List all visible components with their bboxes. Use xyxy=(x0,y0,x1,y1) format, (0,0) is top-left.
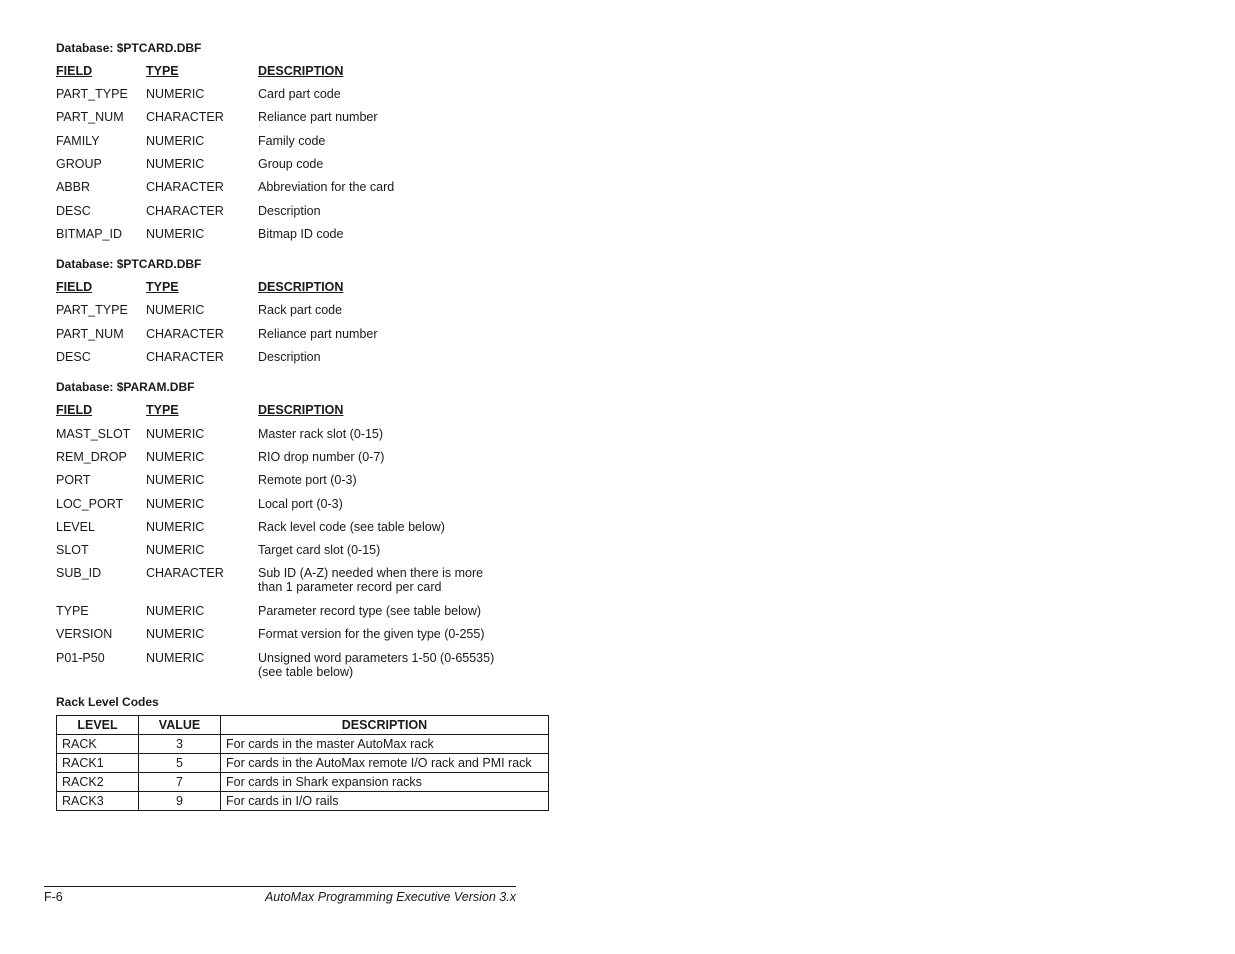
table-row xyxy=(56,427,526,450)
field-type: CHARACTER xyxy=(146,566,224,580)
field-description: Abbreviation for the card xyxy=(258,180,395,194)
field-name: LEVEL xyxy=(56,520,95,534)
page-number: F-6 xyxy=(44,890,63,904)
field-type: NUMERIC xyxy=(146,543,205,557)
table-row xyxy=(56,157,526,180)
field-type: NUMERIC xyxy=(146,303,205,317)
table-header-row xyxy=(57,716,549,735)
field-description: Sub ID (A-Z) needed when there is more than 1 parameter record per card xyxy=(258,566,484,594)
field-name: SLOT xyxy=(56,543,89,557)
field-description: Parameter record type (see table below) xyxy=(258,604,482,618)
column-headers xyxy=(56,403,526,427)
table-row xyxy=(56,110,526,134)
header-description: DESCRIPTION xyxy=(258,280,344,294)
field-type: CHARACTER xyxy=(146,204,224,218)
field-type: CHARACTER xyxy=(146,350,224,364)
field-name: P01-P50 xyxy=(56,651,105,665)
level-cell: RACK3 xyxy=(57,792,139,811)
table-row xyxy=(56,566,526,604)
description-cell: For cards in I/O rails xyxy=(221,792,549,811)
table-row xyxy=(56,327,526,350)
field-type: CHARACTER xyxy=(146,180,224,194)
table-row xyxy=(56,627,526,651)
database-section-ptcard-cards xyxy=(56,41,526,250)
field-type: NUMERIC xyxy=(146,651,205,665)
header-type: TYPE xyxy=(146,403,179,417)
field-type: NUMERIC xyxy=(146,627,205,641)
field-type: NUMERIC xyxy=(146,134,205,148)
field-name: PART_NUM xyxy=(56,110,124,124)
field-name: BITMAP_ID xyxy=(56,227,122,241)
field-type: NUMERIC xyxy=(146,604,205,618)
header-field: FIELD xyxy=(56,64,93,78)
description-cell: For cards in the master AutoMax rack xyxy=(221,735,549,754)
header-description: DESCRIPTION xyxy=(258,64,344,78)
field-description: Description xyxy=(258,350,321,364)
table-row xyxy=(56,520,526,543)
table-row xyxy=(57,773,549,792)
field-description: Rack part code xyxy=(258,303,343,317)
table-row xyxy=(56,473,526,497)
table-row xyxy=(56,303,526,327)
field-type: CHARACTER xyxy=(146,327,224,341)
field-description: Unsigned word parameters 1-50 (0-65535) (see table below) xyxy=(258,651,495,679)
table-row xyxy=(56,450,526,473)
section-title: Database: $PTCARD.DBF xyxy=(56,41,202,55)
field-type: CHARACTER xyxy=(146,110,224,124)
field-type: NUMERIC xyxy=(146,497,205,511)
field-name: MAST_SLOT xyxy=(56,427,131,441)
table-row xyxy=(56,497,526,520)
field-description: Target card slot (0-15) xyxy=(258,543,381,557)
column-headers xyxy=(56,64,526,87)
value-cell: 7 xyxy=(139,773,221,792)
header-description: DESCRIPTION xyxy=(221,716,549,735)
footer-title: AutoMax Programming Executive Version 3.x xyxy=(264,890,516,904)
field-name: TYPE xyxy=(56,604,89,618)
level-cell: RACK2 xyxy=(57,773,139,792)
field-name: DESC xyxy=(56,204,91,218)
table-row xyxy=(56,651,526,681)
footer-divider xyxy=(44,886,516,887)
database-section-ptcard-racks xyxy=(56,257,526,373)
field-name: FAMILY xyxy=(56,134,100,148)
rack-level-codes-table xyxy=(56,715,549,811)
field-description: Bitmap ID code xyxy=(258,227,344,241)
header-level: LEVEL xyxy=(57,716,139,735)
header-type: TYPE xyxy=(146,280,179,294)
table-row xyxy=(56,204,526,227)
field-description: Remote port (0-3) xyxy=(258,473,357,487)
database-section-param xyxy=(56,380,526,681)
table-row xyxy=(56,604,526,627)
field-name: GROUP xyxy=(56,157,102,171)
field-type: NUMERIC xyxy=(146,157,205,171)
field-type: NUMERIC xyxy=(146,473,205,487)
field-type: NUMERIC xyxy=(146,427,205,441)
field-type: NUMERIC xyxy=(146,227,205,241)
table-row xyxy=(56,180,526,204)
section-title: Database: $PARAM.DBF xyxy=(56,380,195,394)
field-name: PORT xyxy=(56,473,91,487)
field-description: Local port (0-3) xyxy=(258,497,343,511)
field-description: Reliance part number xyxy=(258,110,378,124)
level-cell: RACK1 xyxy=(57,754,139,773)
field-name: LOC_PORT xyxy=(56,497,124,511)
field-description: Reliance part number xyxy=(258,327,378,341)
header-field: FIELD xyxy=(56,280,93,294)
field-name: REM_DROP xyxy=(56,450,127,464)
field-type: NUMERIC xyxy=(146,450,205,464)
field-description: Family code xyxy=(258,134,326,148)
field-name: SUB_ID xyxy=(56,566,102,580)
field-description: Master rack slot (0-15) xyxy=(258,427,384,441)
description-cell: For cards in Shark expansion racks xyxy=(221,773,549,792)
header-description: DESCRIPTION xyxy=(258,403,344,417)
value-cell: 3 xyxy=(139,735,221,754)
field-description: Rack level code (see table below) xyxy=(258,520,445,534)
rack-level-codes-title: Rack Level Codes xyxy=(56,695,159,709)
field-description: Description xyxy=(258,204,321,218)
column-headers xyxy=(56,280,526,303)
table-row xyxy=(56,227,526,250)
section-title: Database: $PTCARD.DBF xyxy=(56,257,202,271)
field-name: VERSION xyxy=(56,627,113,641)
field-description: Card part code xyxy=(258,87,341,101)
header-value: VALUE xyxy=(139,716,221,735)
field-name: PART_TYPE xyxy=(56,303,128,317)
table-row xyxy=(56,350,526,373)
table-row xyxy=(56,87,526,110)
value-cell: 9 xyxy=(139,792,221,811)
field-type: NUMERIC xyxy=(146,87,205,101)
value-cell: 5 xyxy=(139,754,221,773)
header-type: TYPE xyxy=(146,64,179,78)
header-field: FIELD xyxy=(56,403,93,417)
table-row xyxy=(56,134,526,157)
field-name: ABBR xyxy=(56,180,91,194)
field-name: PART_NUM xyxy=(56,327,124,341)
field-type: NUMERIC xyxy=(146,520,205,534)
field-description: Group code xyxy=(258,157,324,171)
field-description: Format version for the given type (0-255) xyxy=(258,627,485,641)
description-cell: For cards in the AutoMax remote I/O rack and PMI rack xyxy=(221,754,549,773)
table-row xyxy=(57,792,549,811)
field-name: PART_TYPE xyxy=(56,87,128,101)
table-row xyxy=(56,543,526,566)
level-cell: RACK xyxy=(57,735,139,754)
field-name: DESC xyxy=(56,350,91,364)
field-description: RIO drop number (0-7) xyxy=(258,450,385,464)
table-row xyxy=(57,754,549,773)
table-row xyxy=(57,735,549,754)
